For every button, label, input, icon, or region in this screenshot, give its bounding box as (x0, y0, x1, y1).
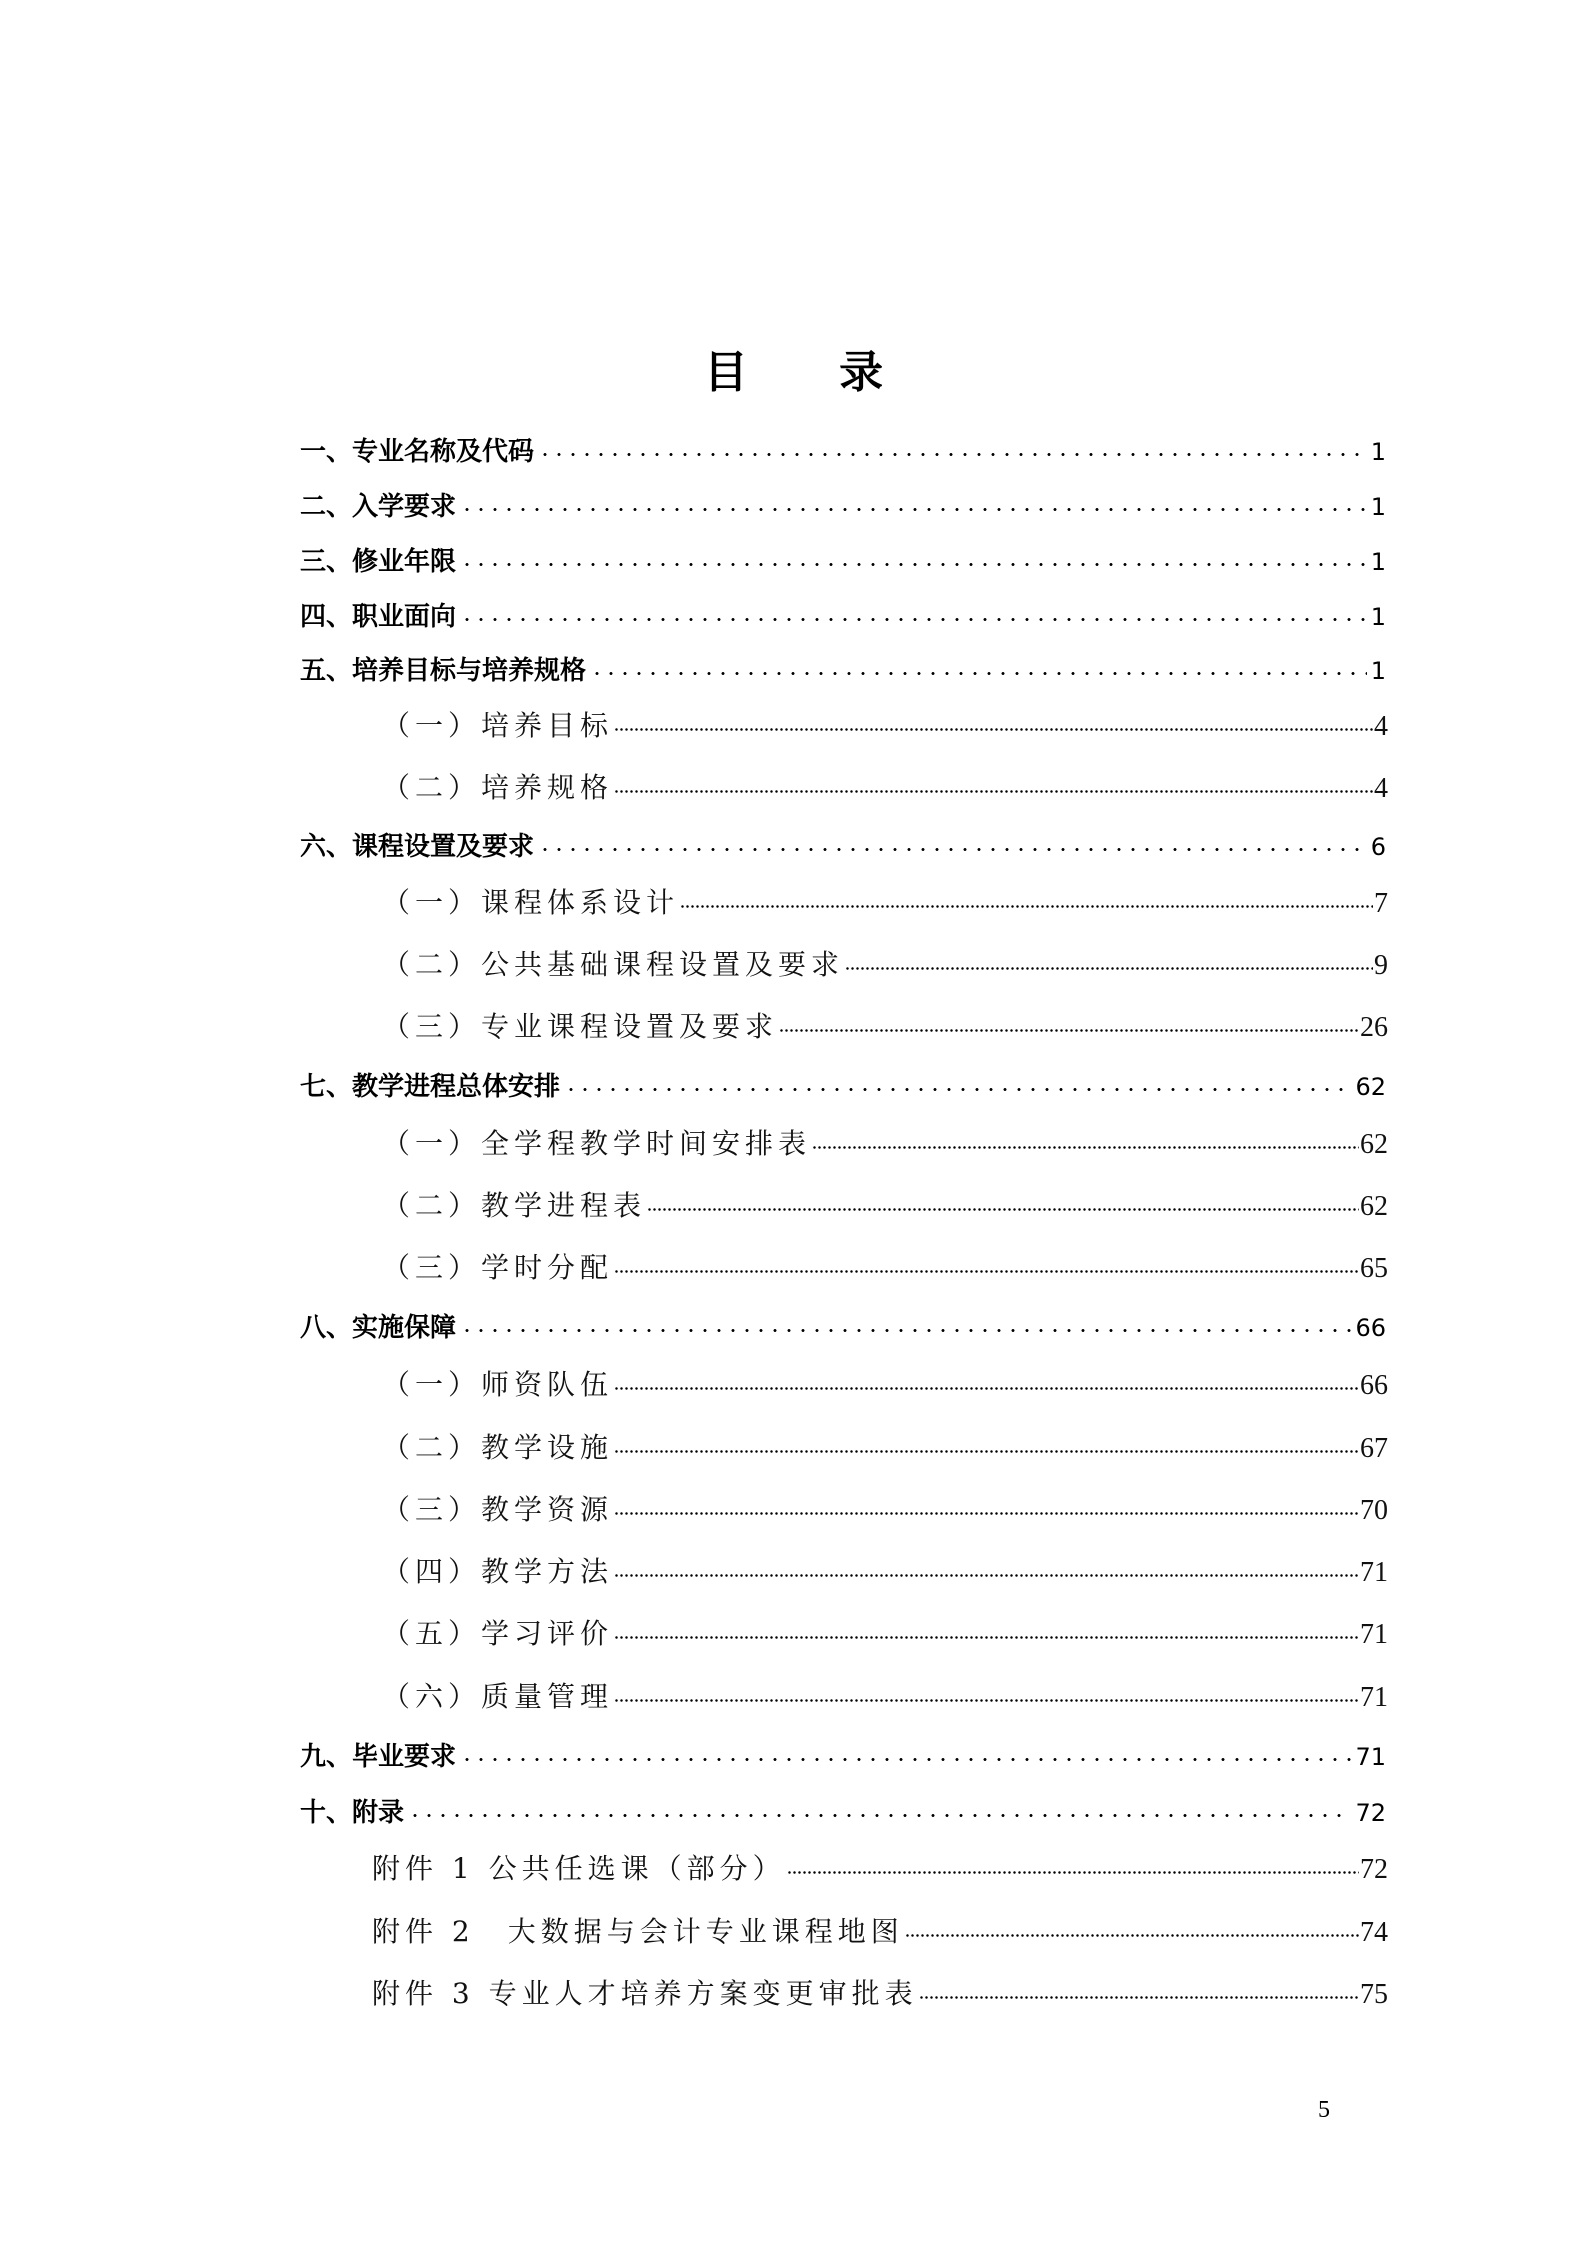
dot-leader (614, 1429, 1359, 1457)
toc-entry-page: 6 (1370, 833, 1386, 861)
toc-entry[interactable] (382, 1428, 1388, 1468)
toc-entry[interactable] (382, 945, 1388, 985)
toc-entry-page: 4 (1374, 773, 1388, 804)
toc-entry[interactable] (300, 487, 1386, 527)
dot-leader (408, 1795, 1351, 1821)
dot-leader (779, 1008, 1359, 1036)
toc-entry-label: 附件 3 专业人才培养方案变更审批表 (372, 1977, 918, 2010)
dot-leader (460, 1739, 1351, 1765)
dot-leader (564, 1069, 1351, 1095)
toc-entry-label: （三）教学资源 (382, 1493, 614, 1526)
toc-entry-label: （一）培养目标 (382, 709, 614, 742)
toc-entry-label: （一）课程体系设计 (382, 886, 680, 919)
dot-leader (614, 1249, 1359, 1277)
toc-entry-label: 五、培养目标与培养规格 (300, 656, 587, 686)
toc-entry-label: （五）学习评价 (382, 1617, 614, 1650)
toc-entry-page: 71 (1355, 1743, 1386, 1771)
dot-leader (538, 434, 1367, 460)
toc-entry-page: 1 (1370, 657, 1386, 685)
toc-entry-page: 62 (1360, 1129, 1388, 1160)
toc-entry[interactable] (300, 1793, 1386, 1833)
dot-leader (680, 884, 1373, 912)
toc-entry-page: 67 (1360, 1433, 1388, 1464)
toc-entry-label: 四、职业面向 (300, 602, 457, 632)
dot-leader (614, 707, 1373, 735)
dot-leader (460, 1310, 1351, 1336)
toc-entry-page: 71 (1360, 1619, 1388, 1650)
dot-leader (845, 946, 1373, 974)
dot-leader (614, 1491, 1359, 1519)
toc-entry-label: （二）公共基础课程设置及要求 (382, 948, 845, 981)
toc-entry-page: 71 (1360, 1682, 1388, 1713)
toc-entry-label: 二、入学要求 (300, 492, 457, 522)
page-number: 5 (1318, 2097, 1330, 2123)
toc-entry[interactable] (382, 1677, 1388, 1717)
toc-entry[interactable] (382, 1248, 1388, 1288)
toc-entry-label: 七、教学进程总体安排 (300, 1072, 561, 1102)
toc-entry[interactable] (382, 1490, 1388, 1530)
toc-entry-page: 70 (1360, 1495, 1388, 1526)
toc-entry[interactable] (300, 597, 1386, 637)
toc-entry-page: 72 (1355, 1799, 1386, 1827)
toc-entry[interactable] (382, 883, 1388, 923)
toc-entry-label: （六）质量管理 (382, 1680, 614, 1713)
toc-entry-page: 9 (1374, 950, 1388, 981)
dot-leader (614, 1615, 1359, 1643)
toc-entry-label: （一）师资队伍 (382, 1368, 614, 1401)
dot-leader (538, 829, 1367, 855)
toc-entry[interactable] (300, 1067, 1386, 1107)
toc-entry[interactable] (382, 706, 1388, 746)
toc-entry-label: 六、课程设置及要求 (300, 832, 535, 862)
toc-entry-label: 一、专业名称及代码 (300, 437, 535, 467)
page-title: 目 录 (703, 347, 922, 398)
toc-entry[interactable] (372, 1974, 1388, 2014)
toc-entry-label: （四）教学方法 (382, 1555, 614, 1588)
dot-leader (590, 653, 1367, 679)
dot-leader (787, 1850, 1359, 1878)
toc-entry[interactable] (300, 432, 1386, 472)
toc-entry-page: 71 (1360, 1557, 1388, 1588)
toc-entry[interactable] (382, 1186, 1388, 1226)
toc-entry-page: 26 (1360, 1012, 1388, 1043)
toc-entry-label: 附件 1 公共任选课（部分） (372, 1852, 786, 1885)
dot-leader (812, 1125, 1359, 1153)
toc-entry[interactable] (300, 827, 1386, 867)
toc-entry-label: （二）培养规格 (382, 771, 614, 804)
toc-entry-page: 66 (1355, 1314, 1386, 1342)
toc-entry-label: 九、毕业要求 (300, 1742, 457, 1772)
dot-leader (614, 1678, 1359, 1706)
toc-entry[interactable] (382, 1365, 1388, 1405)
dot-leader (460, 489, 1367, 515)
toc-entry-page: 62 (1355, 1073, 1386, 1101)
toc-entry-page: 7 (1374, 888, 1388, 919)
dot-leader (919, 1975, 1359, 2003)
toc-entry[interactable] (300, 1308, 1386, 1348)
toc-entry-page: 1 (1370, 438, 1386, 466)
toc-entry[interactable] (382, 1124, 1388, 1164)
dot-leader (905, 1913, 1359, 1941)
toc-entry-page: 66 (1360, 1370, 1388, 1401)
toc-entry-page: 74 (1360, 1917, 1388, 1948)
dot-leader (647, 1187, 1359, 1215)
toc-entry-page: 1 (1370, 493, 1386, 521)
toc-entry-page: 65 (1360, 1253, 1388, 1284)
toc-entry-label: （二）教学设施 (382, 1431, 614, 1464)
toc-entry[interactable] (300, 542, 1386, 582)
dot-leader (614, 769, 1373, 797)
toc-entry-label: （三）专业课程设置及要求 (382, 1010, 779, 1043)
toc-entry[interactable] (382, 1614, 1388, 1654)
dot-leader (614, 1366, 1359, 1394)
toc-entry-page: 75 (1360, 1979, 1388, 2010)
toc-entry[interactable] (372, 1849, 1388, 1889)
toc-entry-page: 4 (1374, 711, 1388, 742)
toc-entry-page: 62 (1360, 1191, 1388, 1222)
toc-entry[interactable] (300, 1737, 1386, 1777)
toc-entry-page: 1 (1370, 548, 1386, 576)
toc-entry-label: （一）全学程教学时间安排表 (382, 1127, 812, 1160)
toc-entry-label: （三）学时分配 (382, 1251, 614, 1284)
dot-leader (460, 599, 1367, 625)
toc-entry[interactable] (372, 1912, 1388, 1952)
toc-entry-label: 三、修业年限 (300, 547, 457, 577)
toc-entry-label: 八、实施保障 (300, 1313, 457, 1343)
toc-entry-label: （二）教学进程表 (382, 1189, 647, 1222)
toc-entry-label: 十、附录 (300, 1798, 405, 1828)
toc-entry-page: 1 (1370, 603, 1386, 631)
toc-entry[interactable] (382, 768, 1388, 808)
toc-entry[interactable] (300, 651, 1386, 691)
toc-entry[interactable] (382, 1552, 1388, 1592)
toc-entry-label: 附件 2 大数据与会计专业课程地图 (372, 1915, 904, 1948)
dot-leader (614, 1553, 1359, 1581)
dot-leader (460, 544, 1367, 570)
toc-entry-page: 72 (1360, 1854, 1388, 1885)
toc-entry[interactable] (382, 1007, 1388, 1047)
